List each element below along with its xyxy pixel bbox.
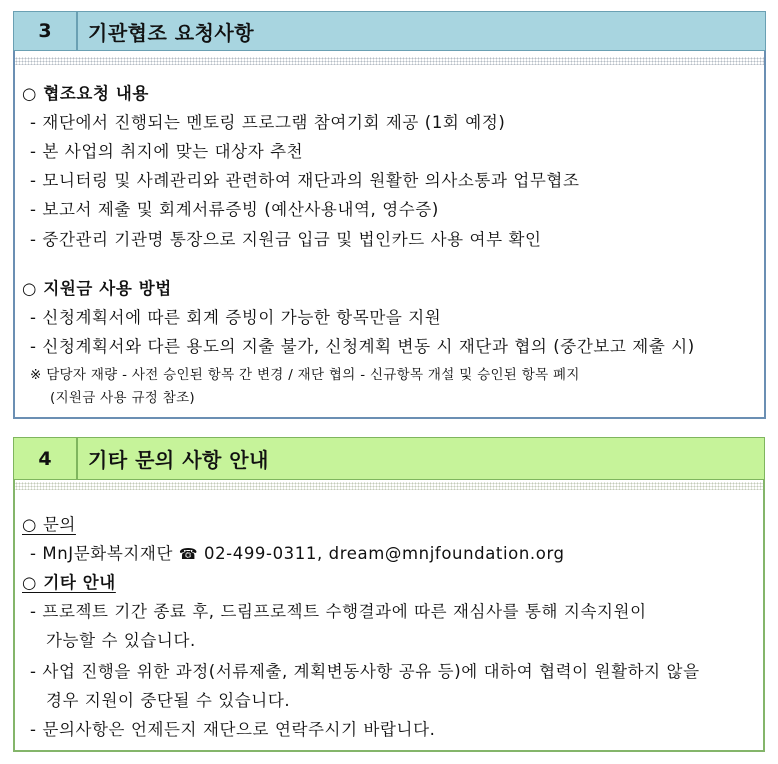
section-4-number: 4 xyxy=(14,438,78,479)
dotted-divider xyxy=(15,57,764,65)
list-item: - 프로젝트 기간 종료 후, 드림프로젝트 수행결과에 따른 재심사를 통해 지속지원이 xyxy=(30,602,647,621)
contact-heading: ○ 문의 xyxy=(22,515,76,534)
section-4-header xyxy=(13,437,765,480)
list-item: - 사업 진행을 위한 과정(서류제출, 계획변동사항 공유 등)에 대하여 협력이 원활하지 않을 xyxy=(30,662,700,681)
section-3-number: 3 xyxy=(14,12,78,50)
list-item: - 문의사항은 언제든지 재단으로 연락주시기 바랍니다. xyxy=(30,720,436,739)
list-item: - 신청계획서와 다른 용도의 지출 불가, 신청계획 변동 시 재단과 협의 (중간보고 제출 시) xyxy=(30,337,695,356)
dotted-divider xyxy=(15,482,763,490)
contact-line xyxy=(30,540,565,564)
list-item-cont: 경우 지원이 중단될 수 있습니다. xyxy=(46,691,291,710)
section-3-header xyxy=(13,11,766,51)
list-item: - 보고서 제출 및 회계서류증빙 (예산사용내역, 영수증) xyxy=(30,200,439,219)
note-text: ※ 담당자 재량 - 사전 승인된 항목 간 변경 / 재단 협의 - 신규항목 개설 및 승인된 항목 폐지 xyxy=(30,367,580,383)
other-info-heading: ○ 기타 안내 xyxy=(22,573,116,592)
list-item: - 신청계획서에 따른 회계 증빙이 가능한 항목만을 지원 xyxy=(30,308,442,327)
list-item: - 본 사업의 취지에 맞는 대상자 추천 xyxy=(30,142,304,161)
fund-usage-heading: ○ 지원금 사용 방법 xyxy=(22,279,172,298)
section-3-title: 기관협조 요청사항 xyxy=(88,20,255,45)
list-item: - 중간관리 기관명 통장으로 지원금 입금 및 법인카드 사용 여부 확인 xyxy=(30,230,542,249)
section-4-title: 기타 문의 사항 안내 xyxy=(88,448,269,472)
list-item-cont: 가능할 수 있습니다. xyxy=(46,631,196,650)
cooperation-heading: ○ 협조요청 내용 xyxy=(22,84,149,103)
note-text-cont: (지원금 사용 규정 참조) xyxy=(50,390,195,406)
list-item: - 모니터링 및 사례관리와 관련하여 재단과의 원활한 의사소통과 업무협조 xyxy=(30,171,580,190)
list-item: - 재단에서 진행되는 멘토링 프로그램 참여기회 제공 (1회 예정) xyxy=(30,113,506,132)
contact-prefix: - MnJ문화복지재단 xyxy=(30,544,179,563)
contact-details: 02-499-0311, dream@mnjfoundation.org xyxy=(198,544,565,563)
phone-icon: ☎ xyxy=(178,545,199,563)
